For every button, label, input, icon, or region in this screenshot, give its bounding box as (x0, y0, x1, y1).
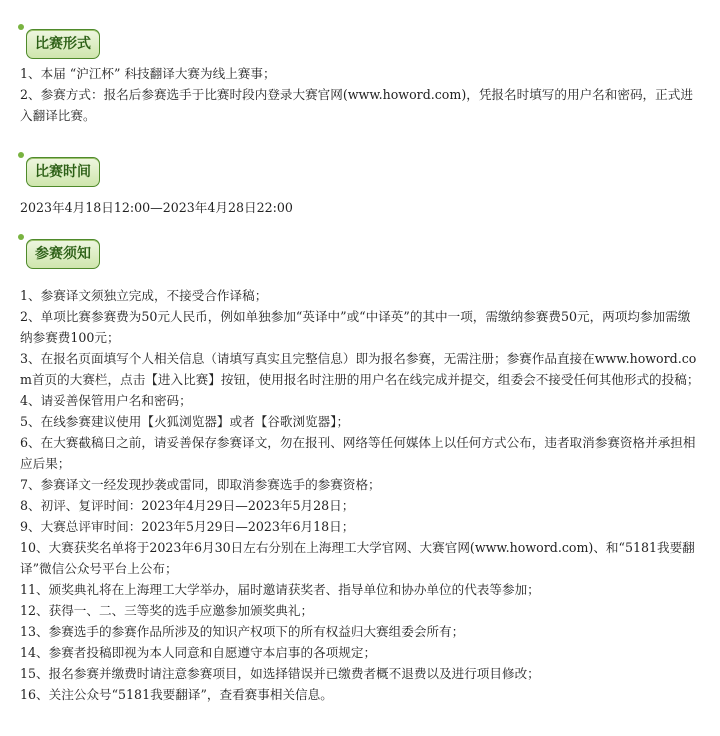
text-line: 12、获得一、二、三等奖的选手应邀参加颁奖典礼； (20, 603, 314, 618)
bullet-dot-icon (18, 234, 24, 240)
section-heading (0, 234, 720, 270)
section-heading (0, 24, 720, 60)
text-line: 13、参赛选手的参赛作品所涉及的知识产权项下的所有权益归大赛组委会所有； (20, 624, 465, 639)
text-line: 1、参赛译文须独立完成，不接受合作译稿； (20, 288, 268, 303)
section-format (0, 24, 720, 60)
text-line: 8、初评、复评时间：2023年4月29日—2023年5月28日； (20, 498, 355, 513)
text-line: 2、参赛方式：报名后参赛选手于比赛时段内登录大赛官网(www.howord.com)，凭报名时填写的用户名和密码，正式进入翻译比赛。 (20, 87, 693, 123)
section-time (0, 152, 720, 188)
section-notes (0, 234, 720, 270)
text-line: 6、在大赛截稿日之前，请妥善保存参赛译文，勿在报刊、网络等任何媒体上以任何方式公布，违者取消参赛资格并承担相应后果； (20, 435, 696, 471)
section-notes-text (20, 285, 700, 705)
text-line: 11、颁奖典礼将在上海理工大学举办，届时邀请获奖者、指导单位和协办单位的代表等参加； (20, 582, 540, 597)
section-badge: 比赛时间 (26, 157, 100, 187)
bullet-dot-icon (18, 152, 24, 158)
text-line: 10、大赛获奖名单将于2023年6月30日左右分别在上海理工大学官网、大赛官网(www.howord.com)、和“5181我要翻译”微信公众号平台上公布； (20, 540, 695, 576)
section-badge: 比赛形式 (26, 29, 100, 59)
section-badge: 参赛须知 (26, 239, 100, 269)
text-line: 9、大赛总评审时间：2023年5月29日—2023年6月18日； (20, 519, 355, 534)
section-time-text (20, 197, 700, 218)
text-line: 3、在报名页面填写个人相关信息（请填写真实且完整信息）即为报名参赛，无需注册；参赛作品直接在www.howord.com首页的大赛栏，点击【进入比赛】按钮，使用报名时注册的用户名在线完成并提交，组委会不接受任何其他形式的投稿； (20, 351, 700, 387)
text-line: 15、报名参赛并缴费时请注意参赛项目，如选择错误并已缴费者概不退费以及进行项目修改； (20, 666, 540, 681)
text-line: 2023年4月18日12:00—2023年4月28日22:00 (20, 200, 293, 215)
text-line: 4、请妥善保管用户名和密码； (20, 393, 192, 408)
text-line: 2、单项比赛参赛费为50元人民币，例如单独参加“英译中”或“中译英”的其中一项，需缴纳参赛费50元，两项均参加需缴纳参赛费100元； (20, 309, 691, 345)
bullet-dot-icon (18, 24, 24, 30)
text-line: 1、本届 “沪江杯” 科技翻译大赛为线上赛事； (20, 66, 276, 81)
text-line: 14、参赛者投稿即视为本人同意和自愿遵守本启事的各项规定； (20, 645, 377, 660)
section-format-text (20, 63, 700, 126)
text-line: 7、参赛译文一经发现抄袭或雷同，即取消参赛选手的参赛资格； (20, 477, 381, 492)
section-heading (0, 152, 720, 188)
text-line: 16、关注公众号“5181我要翻译”，查看赛事相关信息。 (20, 687, 333, 702)
text-line: 5、在线参赛建议使用【火狐浏览器】或者【谷歌浏览器】； (20, 414, 350, 429)
